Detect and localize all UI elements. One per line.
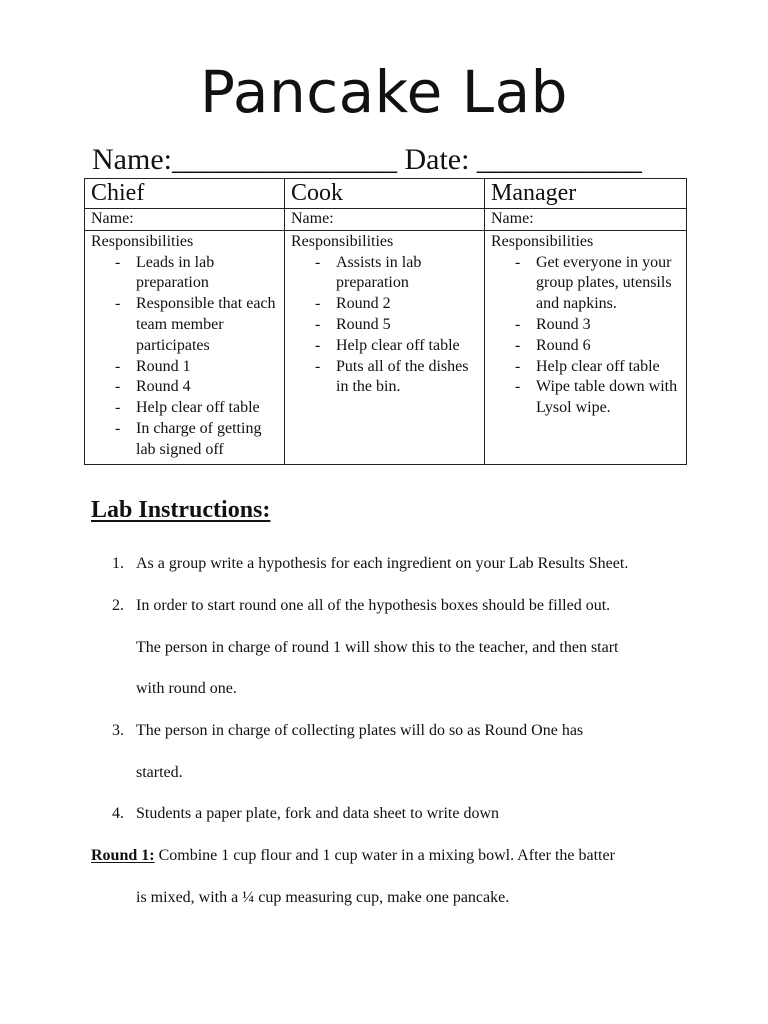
instruction-text: As a group write a hypothesis for each ingredient on your Lab Results Sheet. bbox=[136, 555, 629, 572]
responsibility-item: - Help clear off table bbox=[91, 398, 278, 419]
responsibility-item: - Assists in lab preparation bbox=[291, 253, 478, 295]
instruction-text: with round one. bbox=[136, 680, 237, 697]
manager-responsibility-list bbox=[491, 253, 680, 419]
responsibilities-row bbox=[85, 230, 687, 464]
instruction-text: started. bbox=[136, 764, 183, 781]
page-title: Pancake Lab bbox=[200, 58, 568, 126]
responsibility-item: - Help clear off table bbox=[491, 357, 680, 378]
round-1-text: Combine 1 cup flour and 1 cup water in a mixing bowl. After the batter bbox=[154, 847, 615, 864]
round-1-label: Round 1: bbox=[91, 847, 155, 864]
roles-table bbox=[84, 178, 687, 465]
name-date-line: Name:_______________ Date: ___________ bbox=[92, 143, 642, 176]
instruction-text: In order to start round one all of the hypothesis boxes should be filled out. bbox=[136, 597, 611, 614]
responsibility-item: - Round 6 bbox=[491, 336, 680, 357]
role-header-row bbox=[85, 179, 687, 209]
instruction-number: 1. bbox=[112, 555, 124, 572]
manager-name-field: Name: bbox=[485, 209, 687, 231]
role-chief-header: Chief bbox=[85, 179, 285, 209]
responsibility-item: - Wipe table down with Lysol wipe. bbox=[491, 377, 680, 419]
role-name-row bbox=[85, 209, 687, 231]
responsibility-item: - Round 2 bbox=[291, 294, 478, 315]
responsibility-item: - Get everyone in your group plates, utensils and napkins. bbox=[491, 253, 680, 315]
instruction-text: The person in charge of collecting plates will do so as Round One has bbox=[136, 722, 584, 739]
role-cook-header: Cook bbox=[285, 179, 485, 209]
manager-responsibilities-label: Responsibilities bbox=[491, 232, 594, 250]
responsibility-item: - Round 3 bbox=[491, 315, 680, 336]
chief-responsibilities bbox=[85, 230, 285, 464]
chief-name-field: Name: bbox=[85, 209, 285, 231]
chief-responsibility-list bbox=[91, 253, 278, 461]
instruction-number: 3. bbox=[112, 722, 124, 739]
chief-responsibilities-label: Responsibilities bbox=[91, 232, 194, 250]
lab-instructions-heading: Lab Instructions: bbox=[91, 497, 271, 523]
instruction-text: Students a paper plate, fork and data sheet to write down bbox=[136, 805, 499, 822]
cook-responsibility-list bbox=[291, 253, 478, 399]
responsibility-item: - Round 4 bbox=[91, 377, 278, 398]
instruction-number: 4. bbox=[112, 805, 124, 822]
cook-name-field: Name: bbox=[285, 209, 485, 231]
responsibility-item: - Round 5 bbox=[291, 315, 478, 336]
responsibility-item: - Leads in lab preparation bbox=[91, 253, 278, 295]
cook-responsibilities bbox=[285, 230, 485, 464]
cook-responsibilities-label: Responsibilities bbox=[291, 232, 394, 250]
instruction-text: The person in charge of round 1 will show this to the teacher, and then start bbox=[136, 639, 619, 656]
instruction-number: 2. bbox=[112, 597, 124, 614]
responsibility-item: - In charge of getting lab signed off bbox=[91, 419, 278, 461]
round-1-continuation: is mixed, with a ¼ cup measuring cup, make one pancake. bbox=[136, 889, 510, 906]
role-manager-header: Manager bbox=[485, 179, 687, 209]
responsibility-item: - Responsible that each team member participates bbox=[91, 294, 278, 356]
responsibility-item: - Round 1 bbox=[91, 357, 278, 378]
manager-responsibilities bbox=[485, 230, 687, 464]
responsibility-item: - Puts all of the dishes in the bin. bbox=[291, 357, 478, 399]
responsibility-item: - Help clear off table bbox=[291, 336, 478, 357]
round-1-instruction bbox=[91, 846, 615, 866]
